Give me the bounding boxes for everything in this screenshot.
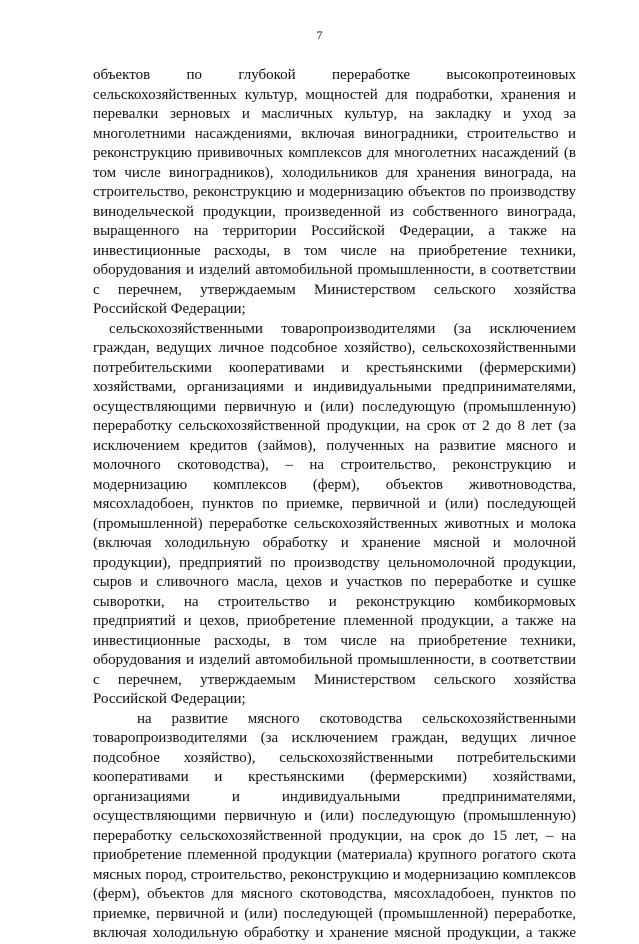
text-line: сыров и сливочного масла, цехов и участков по переработке и сушке xyxy=(93,574,576,590)
text-line: осуществляющими первичную и (или) последующую (промышленную) xyxy=(93,398,576,415)
text-line: с перечнем, утверждаемым Министерством сельского хозяйства xyxy=(93,671,576,688)
text-line: оборудования и изделий автомобильной промышленности, в соответствии xyxy=(93,262,576,278)
text-line: граждан, ведущих личное подсобное хозяйство), сельскохозяйственными xyxy=(93,340,576,356)
text-line: сыворотки, на строительство и реконструкцию комбикормовых xyxy=(93,593,576,610)
text-line: инвестиционные расходы, в том числе на приобретение техники, xyxy=(93,242,576,259)
text-line: приемке, первичной и (или) последующей (промышленной) переработке, xyxy=(93,905,576,922)
text-line: сельскохозяйственными товаропроизводителями (за исключением xyxy=(109,320,576,337)
text-line: строительство, реконструкцию и модернизацию объектов по производству xyxy=(93,184,576,200)
text-line: том числе виноградников), холодильников для хранения винограда, на xyxy=(93,164,576,181)
text-line: выращенного на территории Российской Федерации, а также на xyxy=(93,223,576,239)
text-line: (ферм), объектов для мясного скотоводства, мясохладобоен, пунктов по xyxy=(93,886,576,902)
text-line: продукции), предприятий по производству цельномолочной продукции, xyxy=(93,554,576,571)
text-line: многолетними насаждениями, включая виноградники, строительство и xyxy=(93,125,576,142)
text-line: предприятий и цехов, приобретение племенной продукции, а также на xyxy=(93,613,576,629)
text-line: с перечнем, утверждаемым Министерством сельского хозяйства xyxy=(93,281,576,298)
text-line: переработку сельскохозяйственной продукции, на срок до 15 лет, – на xyxy=(93,827,576,844)
text-line: сельскохозяйственных культур, мощностей для подработки, хранения и xyxy=(93,86,576,103)
text-line: винодельческой продукции, произведенной из собственного винограда, xyxy=(93,203,576,220)
text-line: Российской Федерации; xyxy=(93,691,246,707)
text-line: реконструкцию прививочных комплексов для многолетних насаждений (в xyxy=(93,145,576,161)
text-line: исключением кредитов (займов), полученных на развитие мясного и xyxy=(93,437,576,454)
page-number: 7 xyxy=(316,28,323,42)
text-line: организациями и индивидуальными предпринимателями, xyxy=(93,788,576,805)
text-line: хозяйствами, организациями и индивидуальными предпринимателями, xyxy=(93,379,576,395)
text-line: включая холодильную обработку и хранение мясной продукции, а также xyxy=(93,925,576,941)
text-line: мясохладобоен, пунктов по приемке, первичной и (или) последующей xyxy=(93,496,576,512)
text-line: перевалки зерновых и масличных культур, на закладку и уход за xyxy=(93,106,576,122)
text-line: подсобное хозяйство), сельскохозяйственными потребительскими xyxy=(93,749,576,766)
text-line: потребительскими кооперативами и крестьянскими (фермерскими) xyxy=(93,359,576,376)
text-line: объектов по глубокой переработке высокопротеиновых xyxy=(93,67,576,83)
text-line: оборудования и изделий автомобильной промышленности, в соответствии xyxy=(93,652,576,668)
text-line: товаропроизводителями (за исключением граждан, ведущих личное xyxy=(93,730,576,746)
text-line: модернизацию комплексов (ферм), объектов животноводства, xyxy=(93,476,576,493)
text-line: мясных пород, строительство, реконструкцию и модернизацию комплексов xyxy=(93,866,576,883)
text-line: приобретение племенной продукции (материала) крупного рогатого скота xyxy=(93,847,576,863)
text-line: переработку сельскохозяйственной продукции, на срок от 2 до 8 лет (за xyxy=(93,418,576,434)
document-body xyxy=(93,66,576,944)
text-line: (включая холодильную обработку и хранение мясной и молочной xyxy=(93,535,576,551)
text-line: осуществляющими первичную и (или) последующую (промышленную) xyxy=(93,808,576,824)
text-line: кооперативами и крестьянскими (фермерскими) хозяйствами, xyxy=(93,769,576,785)
text-line: инвестиционные расходы, в том числе на приобретение техники, xyxy=(93,632,576,649)
text-line: на развитие мясного скотоводства сельскохозяйственными xyxy=(137,710,576,727)
text-line: (промышленной) переработке сельскохозяйственных животных и молока xyxy=(93,515,576,532)
text-line: Российской Федерации; xyxy=(93,301,246,317)
text-line: молочного скотоводства), – на строительство, реконструкцию и xyxy=(93,457,576,473)
